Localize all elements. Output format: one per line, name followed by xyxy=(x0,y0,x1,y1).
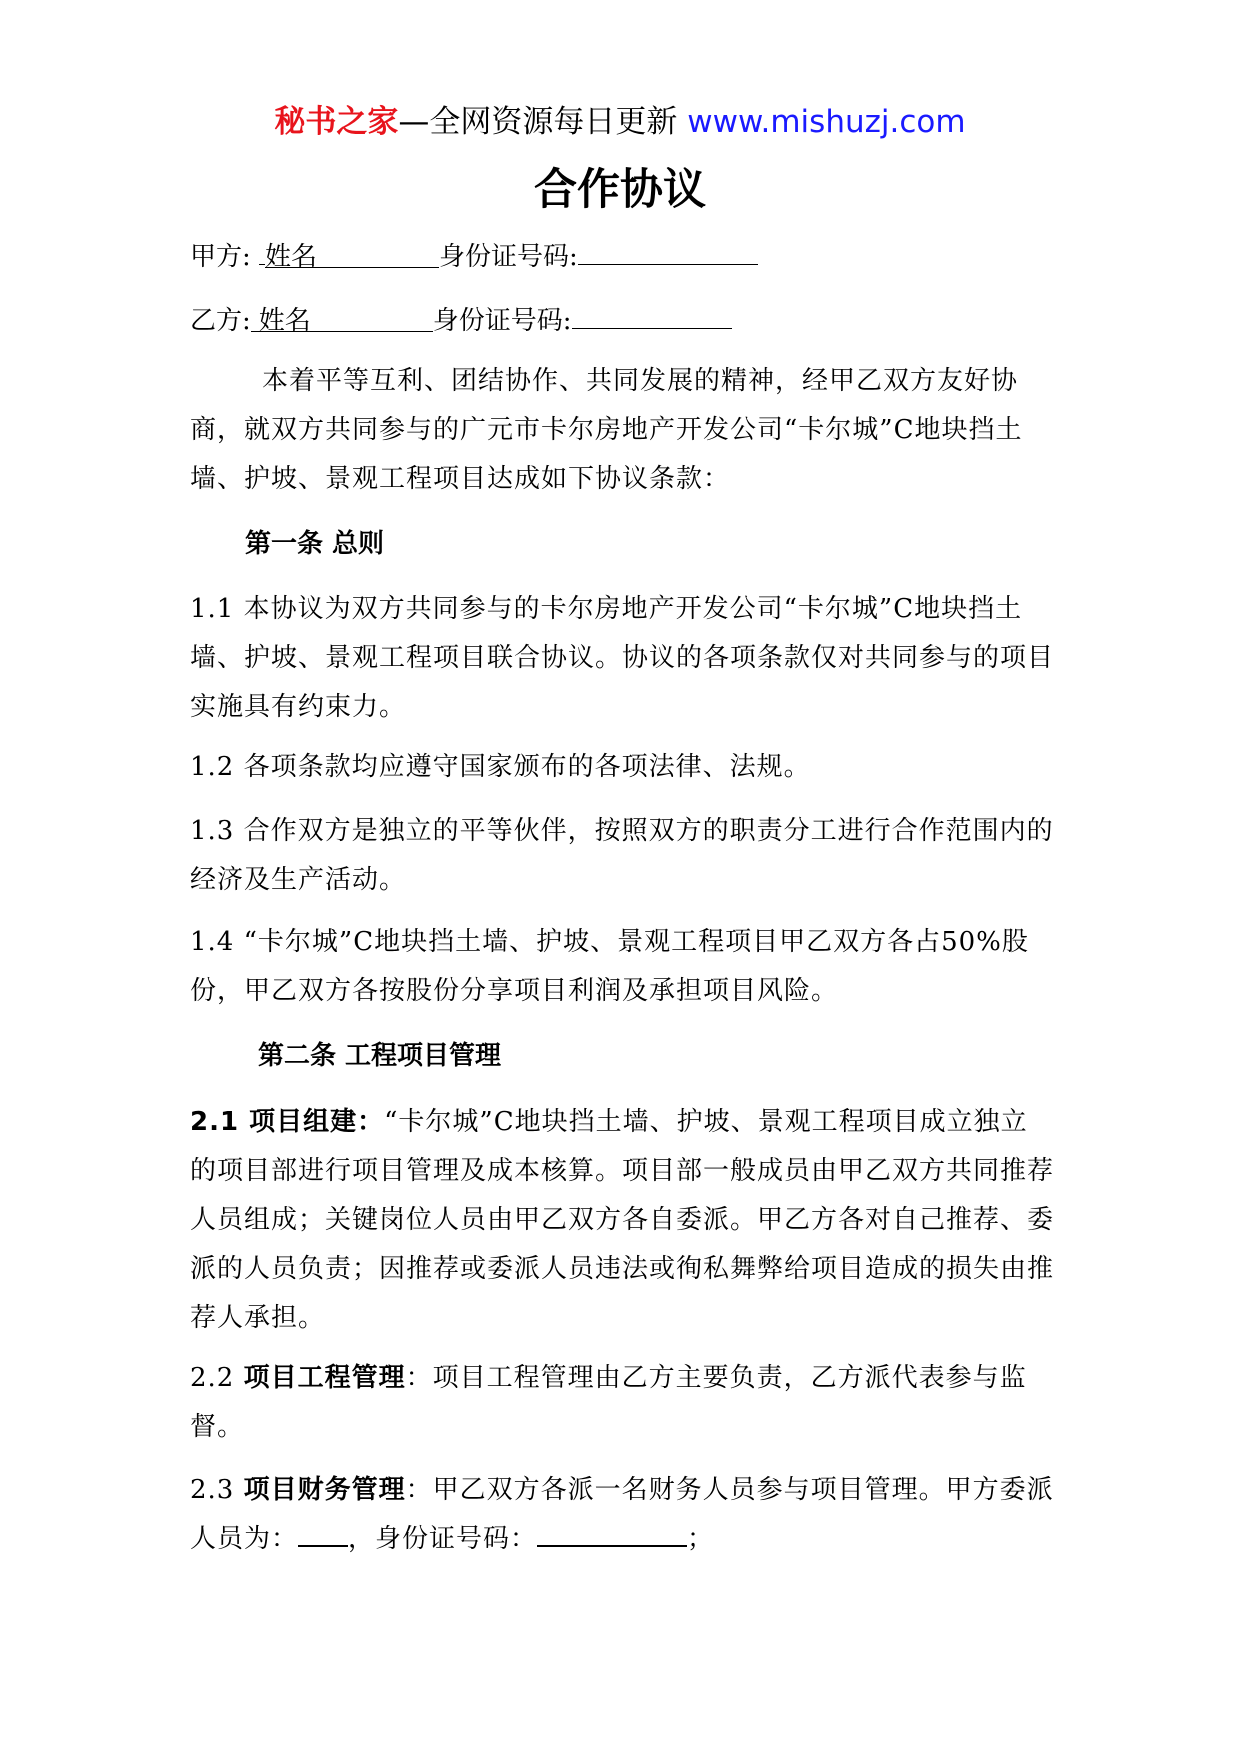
party-a-name-field[interactable] xyxy=(265,237,439,272)
party-b-line xyxy=(190,298,732,341)
party-a-line xyxy=(190,234,758,277)
delegate-id-blank[interactable] xyxy=(537,1519,687,1547)
banner-url-link[interactable]: www.mishuzj.com xyxy=(687,104,966,140)
article-1-heading: 第一条 总则 xyxy=(245,529,385,559)
party-a-label: 甲方: xyxy=(190,242,260,272)
clause-1-2: 1.2 各项条款均应遵守国家颁布的各项法律、法规。 xyxy=(190,752,811,782)
delegate-name-blank[interactable] xyxy=(298,1519,348,1547)
party-a-name-label: 姓名 xyxy=(265,242,318,272)
clause-2-1-label: 2.1 项目组建： xyxy=(190,1107,385,1137)
clause-2-3-text-3: ； xyxy=(687,1524,715,1554)
party-b-name-label: 姓名 xyxy=(258,306,311,336)
clause-2-3-text-2: ，身份证号码： xyxy=(348,1524,538,1554)
party-b-id-label: 身份证号码: xyxy=(432,306,572,336)
intro-paragraph: 本着平等互利、团结协作、共同发展的精神，经甲乙双方友好协商，就双方共同参与的广元市卡尔房地产开发公司“卡尔城”C地块挡土墙、护坡、景观工程项目达成如下协议条款： xyxy=(190,366,1023,494)
clause-2-1 xyxy=(190,1098,1054,1343)
document-title: 合作协议 xyxy=(534,165,706,215)
clause-2-2 xyxy=(190,1354,1054,1452)
clause-2-3-text-1: ：甲乙双方各派一名财务人员参与项目管理。甲方委派人员为： xyxy=(190,1475,1054,1554)
clause-1-3: 1.3 合作双方是独立的平等伙伴，按照双方的职责分工进行合作范围内的经济及生产活动。 xyxy=(190,816,1054,895)
article-2-heading: 第二条 工程项目管理 xyxy=(258,1041,502,1071)
party-b-label: 乙方: xyxy=(190,306,251,336)
site-banner xyxy=(0,100,1240,144)
clause-1-4: 1.4 “卡尔城”C地块挡土墙、护坡、景观工程项目甲乙双方各占50%股份，甲乙双方各按股份分享项目利润及承担项目风险。 xyxy=(190,927,1029,1006)
party-a-id-label: 身份证号码: xyxy=(439,242,578,272)
party-b-name-field[interactable] xyxy=(251,301,433,336)
clause-2-3 xyxy=(190,1466,1054,1564)
party-a-id-field[interactable] xyxy=(578,234,758,265)
clause-2-3-label: 项目财务管理 xyxy=(243,1475,406,1505)
clause-2-2-label: 项目工程管理 xyxy=(243,1363,406,1393)
clause-2-1-text: “卡尔城”C地块挡土墙、护坡、景观工程项目成立独立的项目部进行项目管理及成本核算。项目部一般成员由甲乙双方共同推荐人员组成；关键岗位人员由甲乙双方各自委派。甲乙方各对自己推荐、委派的人员负责；因推荐或委派人员违法或徇私舞弊给项目造成的损失由推荐人承担。 xyxy=(190,1107,1055,1333)
clause-2-2-text: ：项目工程管理由乙方主要负责，乙方派代表参与监督。 xyxy=(190,1363,1027,1442)
banner-slogan: —全网资源每日更新 xyxy=(398,104,678,140)
clause-1-1: 1.1 本协议为双方共同参与的卡尔房地产开发公司“卡尔城”C地块挡土墙、护坡、景观工程项目联合协议。协议的各项条款仅对共同参与的项目实施具有约束力。 xyxy=(190,594,1055,722)
clause-2-2-number: 2.2 xyxy=(190,1363,244,1393)
clause-2-3-number: 2.3 xyxy=(190,1475,244,1505)
party-b-id-field[interactable] xyxy=(572,298,732,329)
banner-brand: 秘书之家 xyxy=(274,104,399,140)
